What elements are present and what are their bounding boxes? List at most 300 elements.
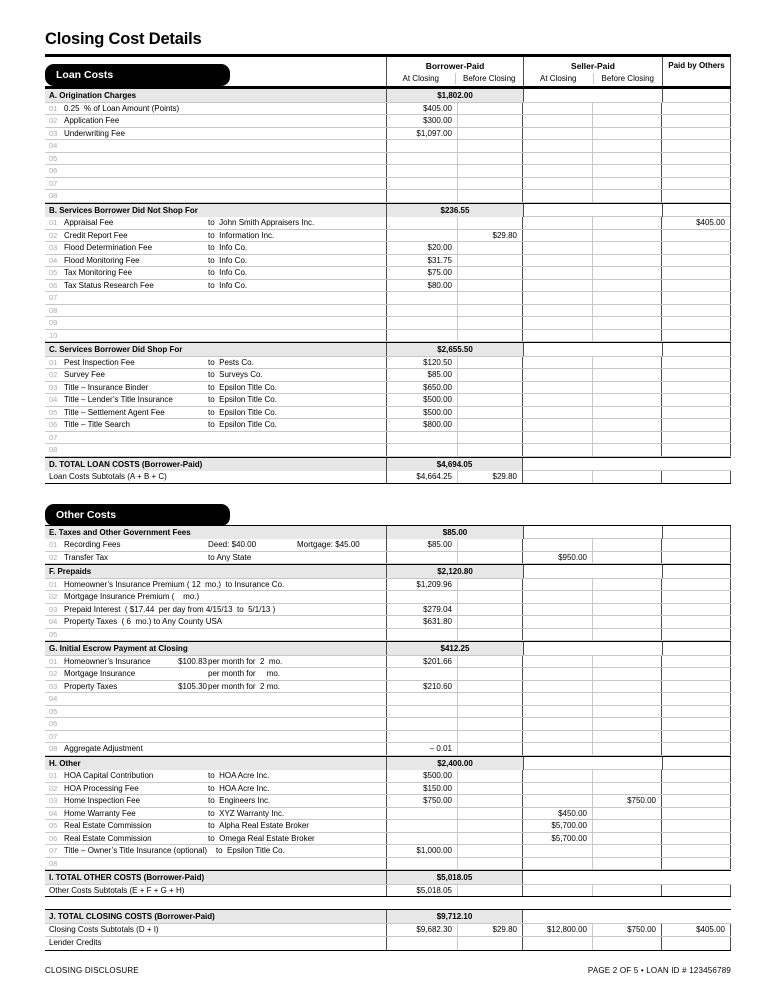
borrower-at-closing-cell xyxy=(386,552,458,564)
row-inline-amount: $100.83 xyxy=(178,656,207,666)
seller-paid-header: Seller-Paid xyxy=(571,61,615,71)
seller-at-closing-cell: $5,700.00 xyxy=(523,820,593,832)
others-blank-cell xyxy=(662,526,731,539)
borrower-at-closing-cell xyxy=(386,165,458,177)
row-payee: to Info Co. xyxy=(208,243,248,252)
row-number: 02 xyxy=(49,230,58,240)
seller-before-closing-cell xyxy=(593,579,662,591)
row-number: 02 xyxy=(49,552,58,562)
row-description: Appraisal Fee xyxy=(64,218,114,227)
seller-before-closing-cell xyxy=(593,668,662,680)
blank-area xyxy=(523,910,731,923)
seller-at-closing-cell xyxy=(523,165,593,177)
row-number: 05 xyxy=(49,629,58,639)
paid-by-others-cell xyxy=(662,407,731,419)
seller-at-closing-cell xyxy=(523,369,593,381)
borrower-at-closing-cell: $150.00 xyxy=(386,783,458,795)
row-description-cell xyxy=(45,330,386,342)
table-row xyxy=(45,858,731,871)
seller-at-closing-cell xyxy=(523,668,593,680)
row-description-cell xyxy=(45,783,386,795)
borrower-before-closing-cell: $29.80 xyxy=(458,471,523,483)
borrower-at-closing-cell: $201.66 xyxy=(386,656,458,668)
seller-before-closing-header: Before Closing xyxy=(601,74,654,83)
table-row xyxy=(45,743,731,756)
seller-before-closing-cell xyxy=(593,937,662,950)
table-row xyxy=(45,165,731,178)
borrower-before-closing-cell xyxy=(458,718,523,730)
seller-before-closing-cell xyxy=(593,407,662,419)
seller-before-closing-cell xyxy=(593,292,662,304)
paid-by-others-cell xyxy=(662,681,731,693)
section-subtotal: $9,712.10 xyxy=(386,910,523,923)
paid-by-others-cell xyxy=(662,833,731,845)
paid-by-others-cell xyxy=(662,885,731,897)
borrower-before-closing-cell xyxy=(458,267,523,279)
seller-subheaders xyxy=(524,71,662,86)
paid-by-others-cell xyxy=(662,369,731,381)
borrower-paid-header: Borrower-Paid xyxy=(425,61,485,71)
seller-at-closing-cell xyxy=(523,267,593,279)
borrower-before-closing-cell xyxy=(458,885,523,897)
seller-at-closing-cell xyxy=(523,190,593,202)
row-number: 04 xyxy=(49,617,58,626)
row-description-cell xyxy=(45,317,386,329)
table-row xyxy=(45,103,731,116)
paid-by-others-header: Paid by Others xyxy=(668,61,725,70)
table-row xyxy=(45,937,731,951)
total-header-row xyxy=(45,870,731,885)
borrower-before-closing-cell xyxy=(458,357,523,369)
section-header-row xyxy=(45,342,731,357)
row-description: Homeowner’s Insurance Premium ( 12 mo.) to Insurance Co. xyxy=(64,579,285,589)
borrower-at-closing-cell: $75.00 xyxy=(386,267,458,279)
seller-before-closing-cell xyxy=(593,858,662,870)
seller-blank-cell xyxy=(523,204,662,217)
borrower-at-closing-cell: $631.80 xyxy=(386,616,458,628)
row-payee: to Pests Co. xyxy=(208,357,254,367)
paid-by-others-cell xyxy=(662,292,731,304)
borrower-before-closing-cell xyxy=(458,706,523,718)
row-description: Property Taxes ( 6 mo.) to Any County USA xyxy=(64,617,223,626)
row-description: Title – Title Search xyxy=(64,420,130,429)
row-description: Home Inspection Fee xyxy=(64,796,141,805)
paid-by-others-cell xyxy=(662,845,731,857)
section-subtotal: $5,018.05 xyxy=(386,871,523,884)
table-row xyxy=(45,656,731,669)
others-blank-cell xyxy=(662,565,731,578)
borrower-before-closing-cell xyxy=(458,444,523,456)
row-description-cell xyxy=(45,539,386,551)
paid-by-others-cell xyxy=(662,190,731,202)
row-description: Application Fee xyxy=(64,116,120,125)
borrower-at-closing-cell xyxy=(386,292,458,304)
section-title: B. Services Borrower Did Not Shop For xyxy=(45,204,386,217)
row-description: HOA Capital Contribution xyxy=(64,771,154,780)
borrower-before-closing-cell xyxy=(458,604,523,616)
row-description-cell xyxy=(45,604,386,616)
borrower-before-closing-cell xyxy=(458,681,523,693)
seller-before-closing-cell xyxy=(593,230,662,242)
row-description: Title – Insurance Binder xyxy=(64,382,149,392)
row-description: Aggregate Adjustment xyxy=(64,744,143,753)
row-number: 06 xyxy=(49,280,58,290)
row-payee: to Surveys Co. xyxy=(208,370,263,379)
borrower-before-closing-cell xyxy=(458,394,523,406)
row-description-cell xyxy=(45,140,386,152)
seller-at-closing-cell xyxy=(523,255,593,267)
seller-before-closing-cell xyxy=(593,267,662,279)
borrower-at-closing-cell: $405.00 xyxy=(386,103,458,115)
row-description-cell xyxy=(45,591,386,603)
seller-before-closing-cell xyxy=(593,616,662,628)
row-number: 04 xyxy=(49,395,58,404)
paid-by-others-cell xyxy=(662,165,731,177)
row-payee: to Info Co. xyxy=(208,255,248,265)
row-description: Title – Owner’s Title Insurance (optional) to Epsilon Title Co. xyxy=(64,846,285,855)
row-number: 03 xyxy=(49,382,58,392)
borrower-before-closing-cell xyxy=(458,591,523,603)
borrower-before-closing-cell xyxy=(458,833,523,845)
borrower-at-closing-cell xyxy=(386,190,458,202)
row-payee: per month for mo. xyxy=(208,669,281,678)
section-subtotal: $85.00 xyxy=(386,526,523,539)
row-description: Real Estate Commission xyxy=(64,821,152,830)
table-row xyxy=(45,280,731,293)
row-description-cell xyxy=(45,407,386,419)
seller-at-closing-cell xyxy=(523,115,593,127)
seller-at-closing-cell xyxy=(523,280,593,292)
section-title: D. TOTAL LOAN COSTS (Borrower-Paid) xyxy=(45,458,386,471)
seller-before-closing-cell xyxy=(593,140,662,152)
borrower-at-closing-cell xyxy=(386,432,458,444)
seller-before-closing-cell xyxy=(593,369,662,381)
seller-paid-column-group xyxy=(523,57,662,86)
section-title: E. Taxes and Other Government Fees xyxy=(45,526,386,539)
row-number: 03 xyxy=(49,681,58,691)
seller-at-closing-cell xyxy=(523,305,593,317)
row-description-cell xyxy=(45,382,386,394)
borrower-at-closing-cell xyxy=(386,317,458,329)
paid-by-others-cell xyxy=(662,140,731,152)
paid-by-others-cell xyxy=(662,616,731,628)
section-header-row xyxy=(45,88,731,103)
paid-by-others-cell xyxy=(662,330,731,342)
seller-before-closing-cell xyxy=(593,820,662,832)
row-description: Underwriting Fee xyxy=(64,128,125,138)
row-description-cell xyxy=(45,693,386,705)
paid-by-others-cell xyxy=(662,629,731,641)
row-description: Tax Monitoring Fee xyxy=(64,268,133,277)
paid-by-others-cell xyxy=(662,783,731,795)
row-number: 01 xyxy=(49,103,58,113)
borrower-before-closing-cell xyxy=(458,845,523,857)
row-label: Loan Costs Subtotals (A + B + C) xyxy=(49,472,167,481)
row-payee: to HOA Acre Inc. xyxy=(208,783,270,793)
seller-before-closing-cell xyxy=(593,604,662,616)
other-costs-table xyxy=(45,525,731,898)
borrower-subheaders xyxy=(387,71,523,86)
row-payee: to Epsilon Title Co. xyxy=(208,407,277,417)
table-row xyxy=(45,885,731,898)
borrower-at-closing-cell: $300.00 xyxy=(386,115,458,127)
table-row xyxy=(45,230,731,243)
borrower-before-closing-cell xyxy=(458,407,523,419)
seller-at-closing-cell xyxy=(523,317,593,329)
borrower-before-closing-cell xyxy=(458,656,523,668)
section-subtotal: $4,694.05 xyxy=(386,458,523,471)
seller-at-closing-cell xyxy=(523,539,593,551)
seller-at-closing-cell xyxy=(523,444,593,456)
table-row xyxy=(45,128,731,141)
seller-at-closing-cell: $950.00 xyxy=(523,552,593,564)
paid-by-others-cell xyxy=(662,604,731,616)
row-number: 04 xyxy=(49,808,58,818)
row-description: Homeowner’s Insurance xyxy=(64,656,151,666)
loan-costs-table xyxy=(45,88,731,484)
row-number: 05 xyxy=(49,706,58,716)
row-number: 06 xyxy=(49,166,58,175)
paid-by-others-cell xyxy=(662,419,731,431)
row-description-cell xyxy=(45,357,386,369)
paid-by-others-cell xyxy=(662,103,731,115)
row-number: 02 xyxy=(49,783,58,793)
row-description-cell xyxy=(45,419,386,431)
paid-by-others-cell xyxy=(662,267,731,279)
table-row xyxy=(45,369,731,382)
row-description: Mortgage Insurance Premium ( mo.) xyxy=(64,592,200,601)
page-content xyxy=(45,0,731,951)
paid-by-others-cell xyxy=(662,579,731,591)
table-row xyxy=(45,255,731,268)
row-payee: to Info Co. xyxy=(208,280,248,290)
seller-at-closing-cell: $5,700.00 xyxy=(523,833,593,845)
seller-at-closing-cell xyxy=(523,885,593,897)
row-description-cell xyxy=(45,165,386,177)
borrower-at-closing-cell: – 0.01 xyxy=(386,743,458,755)
borrower-at-closing-header: At Closing xyxy=(387,73,456,84)
seller-at-closing-cell xyxy=(523,407,593,419)
borrower-before-closing-cell xyxy=(458,140,523,152)
borrower-before-closing-cell xyxy=(458,693,523,705)
section-subtotal: $2,120.80 xyxy=(386,565,523,578)
row-description: Flood Determination Fee xyxy=(64,243,153,252)
paid-by-others-cell xyxy=(662,394,731,406)
paid-by-others-cell xyxy=(662,706,731,718)
seller-at-closing-cell xyxy=(523,419,593,431)
paid-by-others-cell xyxy=(662,552,731,564)
row-number: 04 xyxy=(49,255,58,265)
seller-at-closing-cell xyxy=(523,629,593,641)
row-description-cell xyxy=(45,267,386,279)
table-row xyxy=(45,382,731,395)
paid-by-others-cell xyxy=(662,795,731,807)
row-number: 07 xyxy=(49,731,58,741)
table-row xyxy=(45,178,731,191)
borrower-before-closing-cell xyxy=(458,317,523,329)
row-payee: to Epsilon Title Co. xyxy=(208,382,277,392)
section-header-row xyxy=(45,641,731,656)
borrower-at-closing-cell: $800.00 xyxy=(386,419,458,431)
table-row xyxy=(45,242,731,255)
row-description-cell xyxy=(45,681,386,693)
seller-blank-cell xyxy=(523,89,662,102)
blank-area xyxy=(523,871,731,884)
borrower-before-closing-cell xyxy=(458,305,523,317)
seller-before-closing-cell xyxy=(593,178,662,190)
paid-by-others-cell xyxy=(662,770,731,782)
seller-before-closing-cell xyxy=(593,681,662,693)
row-number: 08 xyxy=(49,744,58,753)
row-payee: to Engineers Inc. xyxy=(208,796,271,805)
seller-before-closing-cell xyxy=(593,217,662,229)
table-row xyxy=(45,153,731,166)
row-number: 02 xyxy=(49,669,58,678)
seller-before-closing-cell: $750.00 xyxy=(593,795,662,807)
seller-blank-cell xyxy=(523,565,662,578)
section-header-row xyxy=(45,756,731,771)
row-label: Closing Costs Subtotals (D + I) xyxy=(49,924,159,934)
section-title: I. TOTAL OTHER COSTS (Borrower-Paid) xyxy=(45,871,386,884)
table-row xyxy=(45,292,731,305)
seller-at-closing-cell xyxy=(523,140,593,152)
row-description-cell xyxy=(45,770,386,782)
borrower-at-closing-cell: $210.60 xyxy=(386,681,458,693)
section-subtotal: $2,400.00 xyxy=(386,757,523,770)
paid-by-others-cell xyxy=(662,255,731,267)
row-description-cell xyxy=(45,833,386,845)
table-row xyxy=(45,217,731,230)
seller-before-closing-cell xyxy=(593,357,662,369)
borrower-at-closing-cell: $279.04 xyxy=(386,604,458,616)
row-description-cell xyxy=(45,706,386,718)
row-number: 06 xyxy=(49,420,58,429)
borrower-before-closing-cell xyxy=(458,292,523,304)
borrower-before-closing-cell xyxy=(458,770,523,782)
borrower-before-closing-cell xyxy=(458,539,523,551)
row-description: Survey Fee xyxy=(64,370,105,379)
seller-before-closing-cell xyxy=(593,394,662,406)
table-row xyxy=(45,629,731,642)
row-number: 06 xyxy=(49,719,58,728)
seller-at-closing-cell xyxy=(523,103,593,115)
borrower-before-closing-cell xyxy=(458,103,523,115)
seller-before-closing-cell xyxy=(593,885,662,897)
row-description-cell xyxy=(45,103,386,115)
borrower-at-closing-cell: $1,209.96 xyxy=(386,579,458,591)
borrower-at-closing-cell xyxy=(386,140,458,152)
seller-blank-cell xyxy=(523,757,662,770)
seller-before-closing-cell xyxy=(593,280,662,292)
paid-by-others-cell xyxy=(662,115,731,127)
seller-at-closing-cell xyxy=(523,357,593,369)
row-number: 03 xyxy=(49,243,58,252)
row-description: Pest Inspection Fee xyxy=(64,357,135,367)
seller-before-closing-cell xyxy=(593,731,662,743)
table-row xyxy=(45,731,731,744)
borrower-at-closing-cell xyxy=(386,217,458,229)
borrower-before-closing-cell xyxy=(458,255,523,267)
row-number: 02 xyxy=(49,116,58,125)
borrower-at-closing-cell xyxy=(386,693,458,705)
row-number: 07 xyxy=(49,846,58,855)
row-description-cell xyxy=(45,369,386,381)
section-title: G. Initial Escrow Payment at Closing xyxy=(45,642,386,655)
seller-before-closing-cell xyxy=(593,693,662,705)
borrower-before-closing-cell xyxy=(458,382,523,394)
row-description-cell xyxy=(45,808,386,820)
seller-before-closing-cell xyxy=(593,432,662,444)
row-description-cell xyxy=(45,280,386,292)
row-number: 08 xyxy=(49,858,58,868)
row-description-cell xyxy=(45,885,386,897)
row-description-cell xyxy=(45,937,386,950)
borrower-before-closing-cell xyxy=(458,115,523,127)
row-description-cell xyxy=(45,552,386,564)
seller-at-closing-cell xyxy=(523,604,593,616)
seller-before-closing-cell: $750.00 xyxy=(593,924,662,937)
row-number: 01 xyxy=(49,579,58,589)
borrower-at-closing-cell xyxy=(386,718,458,730)
seller-before-closing-cell xyxy=(593,190,662,202)
seller-before-closing-cell xyxy=(593,629,662,641)
row-number: 03 xyxy=(49,796,58,805)
table-row xyxy=(45,845,731,858)
borrower-at-closing-cell: $120.50 xyxy=(386,357,458,369)
paid-by-others-cell xyxy=(662,731,731,743)
borrower-at-closing-cell xyxy=(386,706,458,718)
row-payee: to Information Inc. xyxy=(208,230,275,240)
table-row xyxy=(45,820,731,833)
borrower-before-closing-cell xyxy=(458,731,523,743)
borrower-at-closing-cell: $9,682.30 xyxy=(386,924,458,937)
table-row xyxy=(45,591,731,604)
other-costs-tab: Other Costs xyxy=(45,504,230,526)
borrower-at-closing-cell: $4,664.25 xyxy=(386,471,458,483)
row-description-cell xyxy=(45,924,386,937)
row-number: 09 xyxy=(49,318,58,327)
row-number: 08 xyxy=(49,191,58,200)
page-title: Closing Cost Details xyxy=(45,30,202,48)
seller-blank-cell xyxy=(523,642,662,655)
table-row xyxy=(45,706,731,719)
borrower-paid-column-group xyxy=(386,57,523,86)
row-description-cell xyxy=(45,217,386,229)
row-description: Home Warranty Fee xyxy=(64,808,136,818)
table-row xyxy=(45,604,731,617)
seller-at-closing-cell xyxy=(523,770,593,782)
seller-before-closing-cell xyxy=(593,539,662,551)
section-subtotal: $412.25 xyxy=(386,642,523,655)
total-header-row xyxy=(45,909,731,924)
row-description-cell xyxy=(45,731,386,743)
borrower-at-closing-cell xyxy=(386,808,458,820)
row-payee: per month for 2 mo. xyxy=(208,656,283,666)
row-description: 0.25 % of Loan Amount (Points) xyxy=(64,103,180,113)
paid-by-others-cell: $405.00 xyxy=(662,924,731,937)
table-row xyxy=(45,539,731,552)
seller-before-closing-cell xyxy=(593,255,662,267)
table-row xyxy=(45,579,731,592)
borrower-before-closing-cell xyxy=(458,280,523,292)
paid-by-others-cell xyxy=(662,591,731,603)
seller-at-closing-cell xyxy=(523,845,593,857)
seller-before-closing-cell xyxy=(593,115,662,127)
seller-before-closing-cell xyxy=(593,591,662,603)
row-payee: to Epsilon Title Co. xyxy=(208,395,277,404)
table-row xyxy=(45,552,731,565)
paid-by-others-cell xyxy=(662,280,731,292)
